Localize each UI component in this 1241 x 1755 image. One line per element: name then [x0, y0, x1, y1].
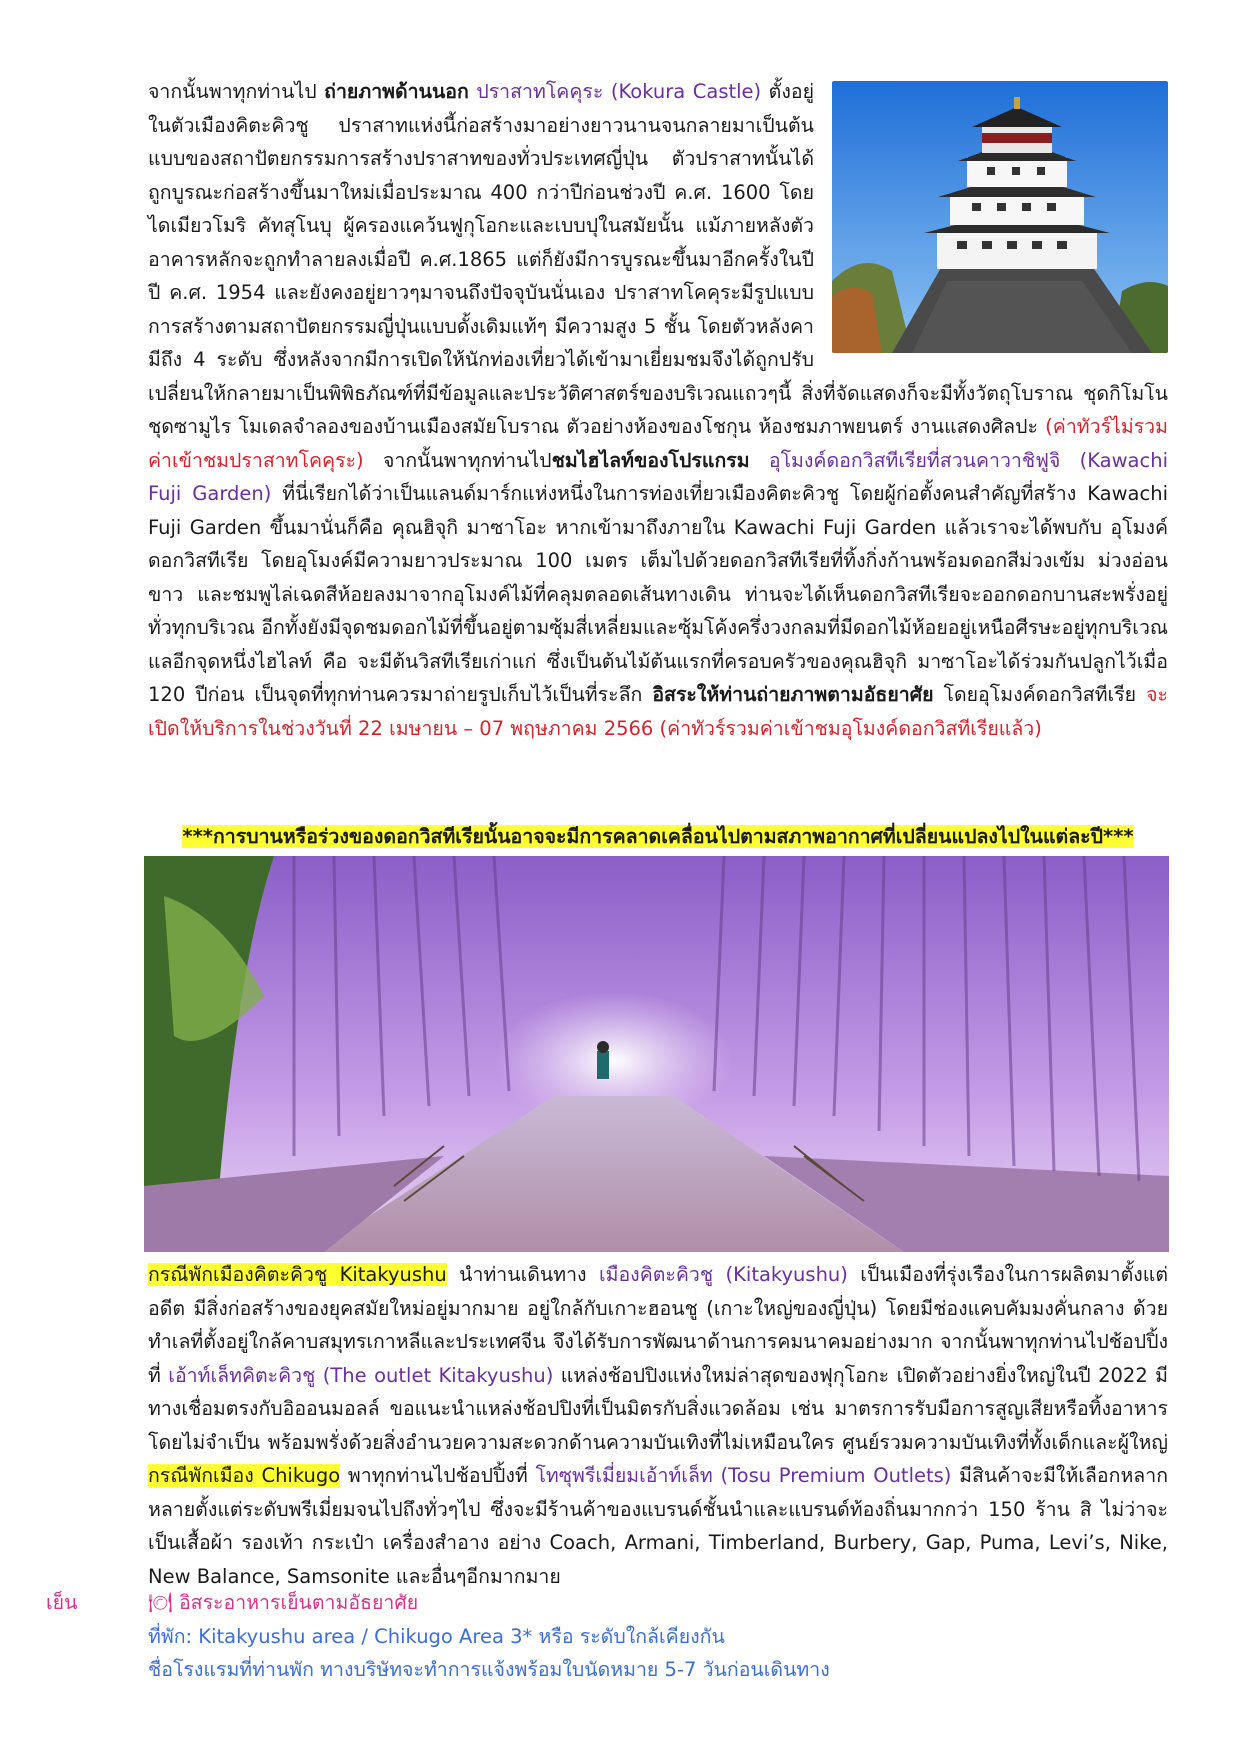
tosu-premium-outlets-name: โทซุพรีเมี่ยมเอ้าท์เล็ท (Tosu Premium Outlets): [535, 1464, 952, 1487]
stay-kitakyushu-highlight: กรณีพักเมืองคิตะคิวชู Kitakyushu: [148, 1263, 447, 1286]
para2-text-4: พาทุกท่านไปช้อปปิ้งที่: [340, 1464, 536, 1487]
dinner-label: เย็น: [46, 1591, 78, 1614]
para2-text-3: แหล่งช้อปปิงแห่งใหม่ล่าสุดของฟุกุโอกะ เปิดตัวอย่างยิ่งใหญ่ในปี 2022 มีทางเชื่อมตรงกับอิออนมอลล์ ขอแนะนำแหล่งช้อปปิงที่เป็นมิตรกับสิ่งแวดล้อม เช่น มาตรการรับมือการสูญเสียหรือทิ้งอาหารโดยไม่จำเป็น พร้อมพรั่งด้วยสิ่งอำนวยความสะดวกด้านความบันเทิงที่ไม่เหมือนใคร ศูนย์รวมความบันเทิงที่ทั้งเด็กและผู้ใหญ่: [148, 1363, 1169, 1454]
castle-wisteria-paragraph: [148, 75, 1168, 745]
para1-text-5: [750, 449, 769, 472]
wisteria-open-period-note: จะเปิดให้บริการในช่วงวันที่ 22 เมษายน – 07 พฤษภาคม 2566 (ค่าทัวร์รวมค่าเข้าชมอุโมงค์ดอกวิสทีเรียแล้ว): [148, 683, 1168, 740]
castle-fee-note: (ค่าทัวร์ไม่รวมค่าเข้าชมปราสาทโคคุระ): [148, 415, 1168, 472]
hotel-notice-line: ชื่อโรงแรมที่ท่านพัก ทางบริษัทจะทำการแจ้งพร้อมใบนัดหมาย 5-7 วันก่อนเดินทาง: [148, 1658, 830, 1681]
dinner-hotel-block: [148, 1586, 1168, 1687]
hotel-line: ที่พัก: Kitakyushu area / Chikugo Area 3* หรือ ระดับใกล้เคียงกัน: [148, 1624, 725, 1648]
para1-text-4: จากนั้นพาทุกท่านไป: [363, 448, 552, 472]
photo-outside-bold: ถ่ายภาพด้านนอก: [324, 80, 469, 103]
outlet-kitakyushu-name: เอ้าท์เล็ทคิตะคิวชู (The outlet Kitakyushu): [168, 1363, 554, 1387]
wisteria-tunnel-name: อุโมงค์ดอกวิสทีเรียที่สวนคาวาชิฟูจิ (Kawachi Fuji Garden): [148, 448, 1169, 505]
para1-text-3: ตั้งอยู่ในตัวเมืองคิตะคิวชู ปราสาทแห่งนี้ก่อสร้างมาอย่างยาวนานจนกลายมาเป็นต้นแบบของสถาปัตยกรรมการสร้างปราสาทของทั่วประเทศญี่ปุ่น ตัวปราสาทนั้นได้ถูกบูรณะก่อสร้างขึ้นมาใหม่เมื่อประมาณ 400 กว่าปีก่อนช่วงปี ค.ศ. 1600 โดยไดเมียวโมริ คัทสุโนบุ ผู้ครองแคว้นฟูกุโอกะและเบบปุในสมัยนั้น แม้ภายหลังตัวอาคารหลักจะถูกทำลายลงเมื่อปี ค.ศ.1865 แต่ก็ยังมีการบูรณะขึ้นมาอีกครั้งในปี ปี ค.ศ. 1954 และยังคงอยู่ยาวๆมาจนถึงปัจจุบันนั่นเอง ปราสาทโคคุระมีรูปแบบการสร้างตามสถาปัตยกรรมญี่ปุ่นแบบดั้งเดิมแท้ๆ มีความสูง 5 ชั้น โดยตัวหลังคามีถึง 4 ระดับ ซึ่งหลังจากมีการเปิดให้นักท่องเที่ยวได้เข้ามาเยี่ยมชมจึงได้ถูกปรับเปลี่ยนให้กลายมาเป็นพิพิธภัณฑ์ที่มีข้อมูลและประวัติศาสตร์ของบริเวณแถวๆนี้ สิ่งที่จัดแสดงก็จะมีทั้งวัตถุโบราณ ชุดกิโมโน ชุดซามูไร โมเดลจำลองของบ้านเมืองสมัยโบราณ ตัวอย่างห้องของโชกุน ห้องชมภาพยนตร์ งานแสดงศิลปะ: [148, 80, 1168, 438]
dinner-meal-text: อิสระอาหารเย็นตามอัธยาศัย: [178, 1591, 419, 1614]
para1-text-6: ที่นี่เรียกได้ว่าเป็นแลนด์มาร์กแห่งหนึ่งในการท่องเที่ยวเมืองคิตะคิวชู โดยผู้ก่อตั้งคนสำคัญที่สร้าง Kawachi Fuji Garden ขึ้นมานั่นก็คือ คุณฮิจุกิ มาซาโอะ หากเข้ามาถึงภายใน Kawachi Fuji Garden แล้วเราจะได้พบกับ อุโมงค์ดอกวิสทีเรีย โดยอุโมงค์มีความยาวประมาณ 100 เมตร เต็มไปด้วยดอกวิสทีเรียที่ทิ้งกิ่งก้านพร้อมดอกสีม่วงเข้ม ม่วงอ่อน ขาว และชมพูไล่เฉดสีห้อยลงมาจากอุโมงค์ไม้ที่คลุมตลอดเส้นทางเดิน ท่านจะได้เห็นดอกวิสทีเรียจะออกดอกบานสะพรั่งอยู่ทั่วทุกบริเวณ อีกทั้งยังมีจุดชมดอกไม้ที่ขึ้นอยู่ตามซุ้มสี่เหลี่ยมและซุ้มโค้งครึ่งวงกลมที่มีดอกไม้ห้อยอยู่เหนือศีรษะอยู่ทุกบริเวณ แลอีกจุดหนึ่งไฮไลท์ คือ จะมีต้นวิสทีเรียเก่าแก่ ซึ่งเป็นต้นไม้ต้นแรกที่ครอบครัวของคุณฮิจุกิ มาซาโอะได้ร่วมกันปลูกไว้เมื่อ 120 ปีก่อน เป็นจุดที่ทุกท่านควรมาถ่ายรูปเก็บไว้เป็นที่ระลึก: [148, 482, 1168, 706]
para1-text-1: จากนั้นพาทุกท่านไป: [148, 80, 325, 103]
para2-text-1: นำท่านเดินทาง: [446, 1263, 599, 1286]
para2-text-2: เป็นเมืองที่รุ่งเรืองในการผลิตมาตั้งแต่อดีต มีสิ่งก่อสร้างของยุคสมัยใหม่อยู่มากมาย อยู่ใกล้กับเกาะฮอนชู (เกาะใหญ่ของญี่ปุ่น) โดยมีช่องแคบคัมมงคั่นกลาง ด้วยทำเลที่ตั้งอยู่ใกล้คาบสมุทรเกาหลีและประเทศจีน จึงได้รับการพัฒนาด้านการคมนาคมอย่างมาก จากนั้นพาทุกท่านไปช้อปปิ้งที่: [148, 1263, 1168, 1387]
dinner-line: [148, 1586, 1168, 1620]
kokura-castle-photo: [832, 81, 1168, 353]
kokura-castle-name: ปราสาทโคคุระ (Kokura Castle): [476, 80, 762, 103]
wisteria-tunnel-photo: [144, 856, 1169, 1252]
kitakyushu-city-name: เมืองคิตะคิวชู (Kitakyushu): [598, 1263, 848, 1286]
para2-text-5: มีสินค้าจะมีให้เลือกหลากหลายตั้งแต่ระดับพรีเมี่ยมจนไปถึงทั่วๆไป ซึ่งจะมีร้านค้าของแบรนด์ชั้นนำและแบรนด์ท้องถิ่นมากกว่า 150 ร้าน สิ ไม่ว่าจะเป็นเสื้อผ้า รองเท้า กระเป๋า เครื่องสำอาง อย่าง Coach, Armani, Timberland, Burbery, Gap, Puma, Levi’s, Nike, New Balance, Samsonite และอื่นๆอีกมากมาย: [148, 1464, 1168, 1588]
kitakyushu-shopping-paragraph: [148, 1258, 1168, 1593]
stay-chikugo-highlight: กรณีพักเมือง Chikugo: [148, 1464, 341, 1487]
wisteria-bloom-notice: [148, 820, 1168, 853]
bloom-notice-text: ***การบานหรือร่วงของดอกวิสทีเรียนั้นอาจจะมีการคลาดเคลื่อนไปตามสภาพอากาศที่เปลี่ยนแปลงไปในแต่ละปี***: [182, 825, 1134, 848]
para1-text-7: โดยอุโมงค์ดอกวิสทีเรีย: [933, 683, 1147, 706]
plate-icon: 🍽: [148, 1591, 173, 1614]
free-photo-bold: อิสระให้ท่านถ่ายภาพตามอัธยาศัย: [652, 683, 934, 706]
program-highlight-bold: ชมไฮไลท์ของโปรแกรม: [551, 448, 750, 472]
